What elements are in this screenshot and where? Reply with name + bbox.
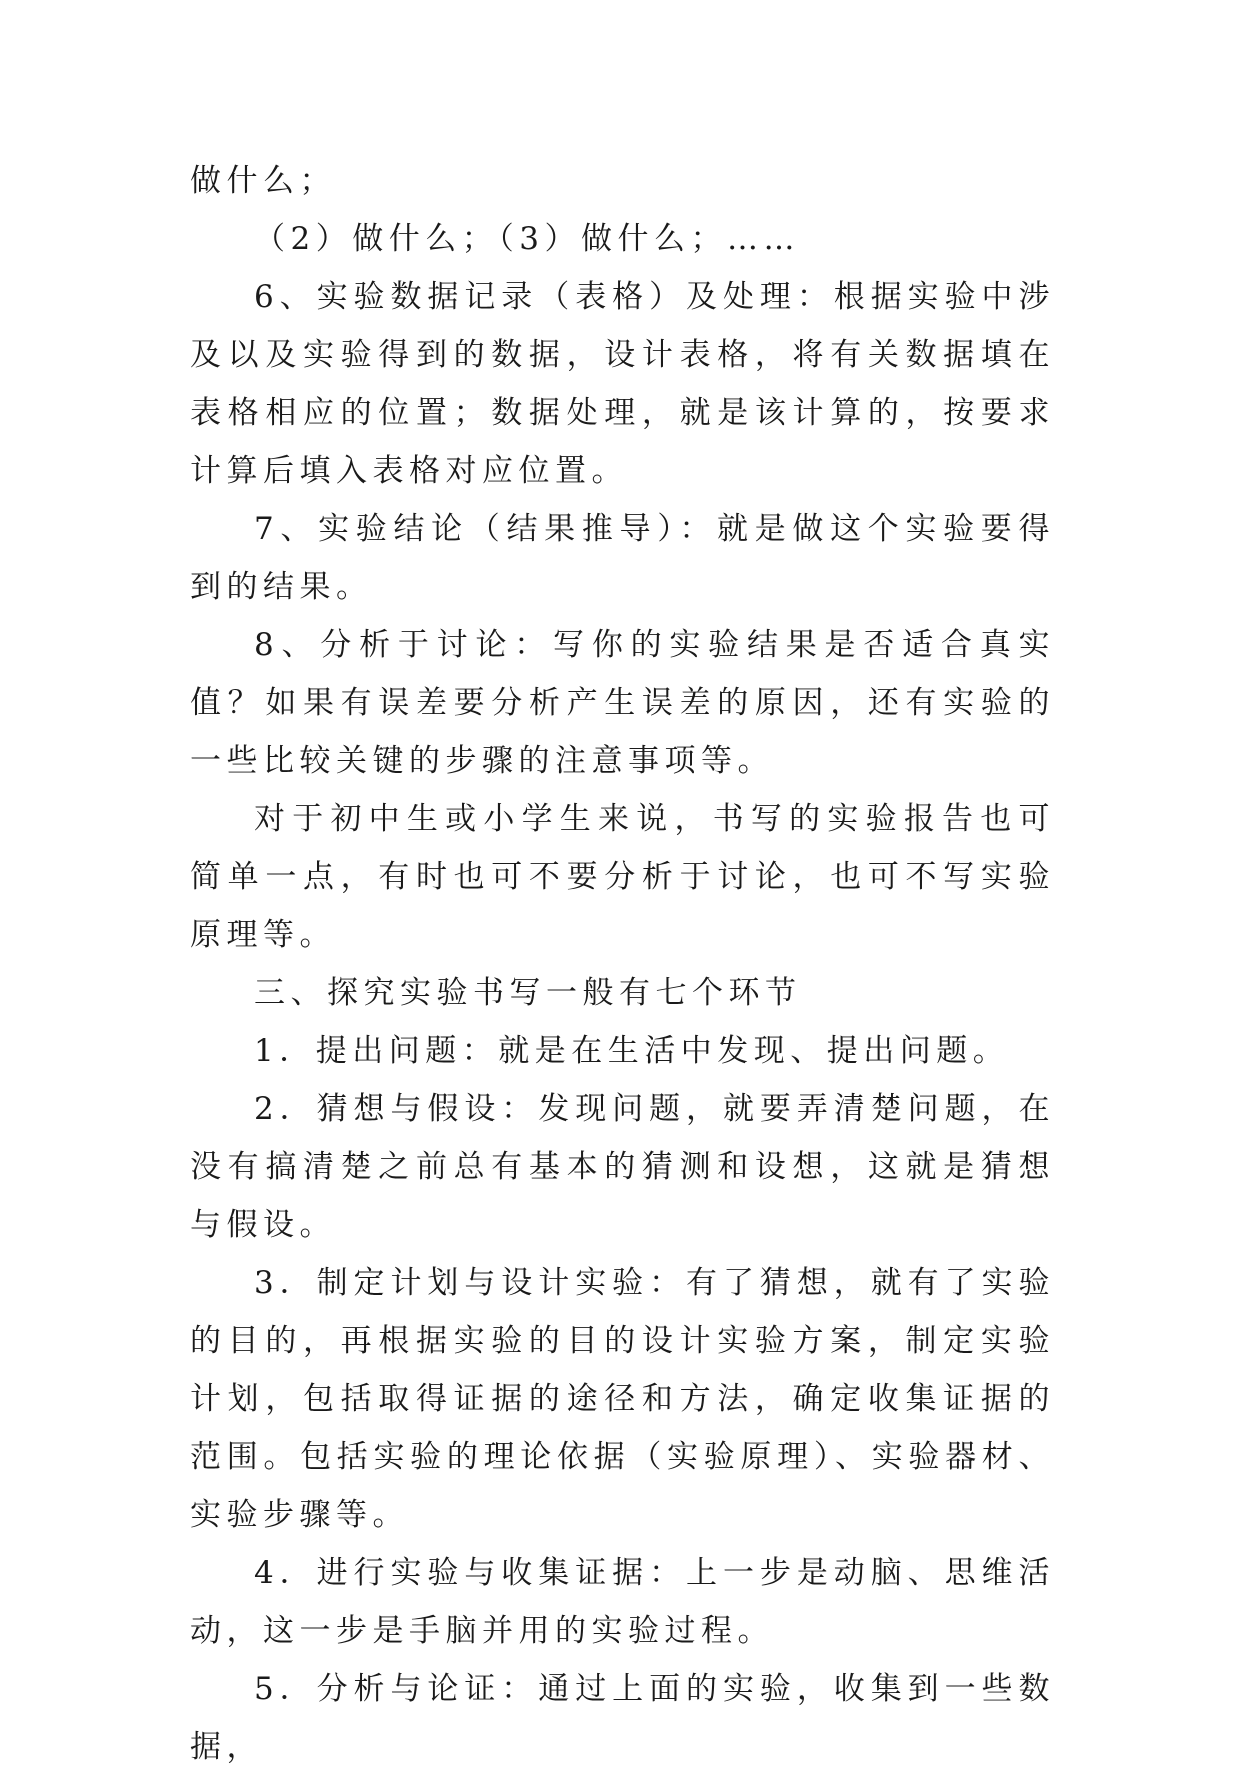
paragraph-analysis: 8、分析于讨论：写你的实验结果是否适合真实值？如果有误差要分析产生误差的原因，还有实验的一些比较关键的步骤的注意事项等。	[190, 627, 1055, 779]
paragraph-step-3: 3．制定计划与设计实验：有了猜想，就有了实验的目的，再根据实验的目的设计实验方案，制定实验计划，包括取得证据的途径和方法，确定收集证据的范围。包括实验的理论依据（实验原理）、实验器材、实验步骤等。	[190, 1265, 1055, 1533]
paragraph-continuation: 做什么；	[190, 163, 336, 199]
paragraph-steps-list: （2）做什么；（3）做什么；……	[254, 221, 800, 257]
paragraph-step-4: 4．进行实验与收集证据：上一步是动脑、思维活动，这一步是手脑并用的实验过程。	[190, 1555, 1055, 1649]
paragraph-data-record: 6、实验数据记录（表格）及处理：根据实验中涉及以及实验得到的数据，设计表格，将有关数据填在表格相应的位置；数据处理，就是该计算的，按要求计算后填入表格对应位置。	[190, 279, 1055, 489]
paragraph-step-1: 1．提出问题：就是在生活中发现、提出问题。	[254, 1033, 1010, 1069]
document-page	[190, 152, 1055, 1776]
paragraph-junior-note: 对于初中生或小学生来说，书写的实验报告也可简单一点，有时也可不要分析于讨论，也可不写实验原理等。	[190, 801, 1055, 953]
paragraph-step-5: 5．分析与论证：通过上面的实验，收集到一些数据，	[190, 1671, 1055, 1765]
paragraph-conclusion: 7、实验结论（结果推导）：就是做这个实验要得到的结果。	[190, 511, 1055, 605]
section-heading-inquiry: 三、探究实验书写一般有七个环节	[254, 975, 802, 1011]
paragraph-step-2: 2．猜想与假设：发现问题，就要弄清楚问题，在没有搞清楚之前总有基本的猜测和设想，这就是猜想与假设。	[190, 1091, 1055, 1243]
